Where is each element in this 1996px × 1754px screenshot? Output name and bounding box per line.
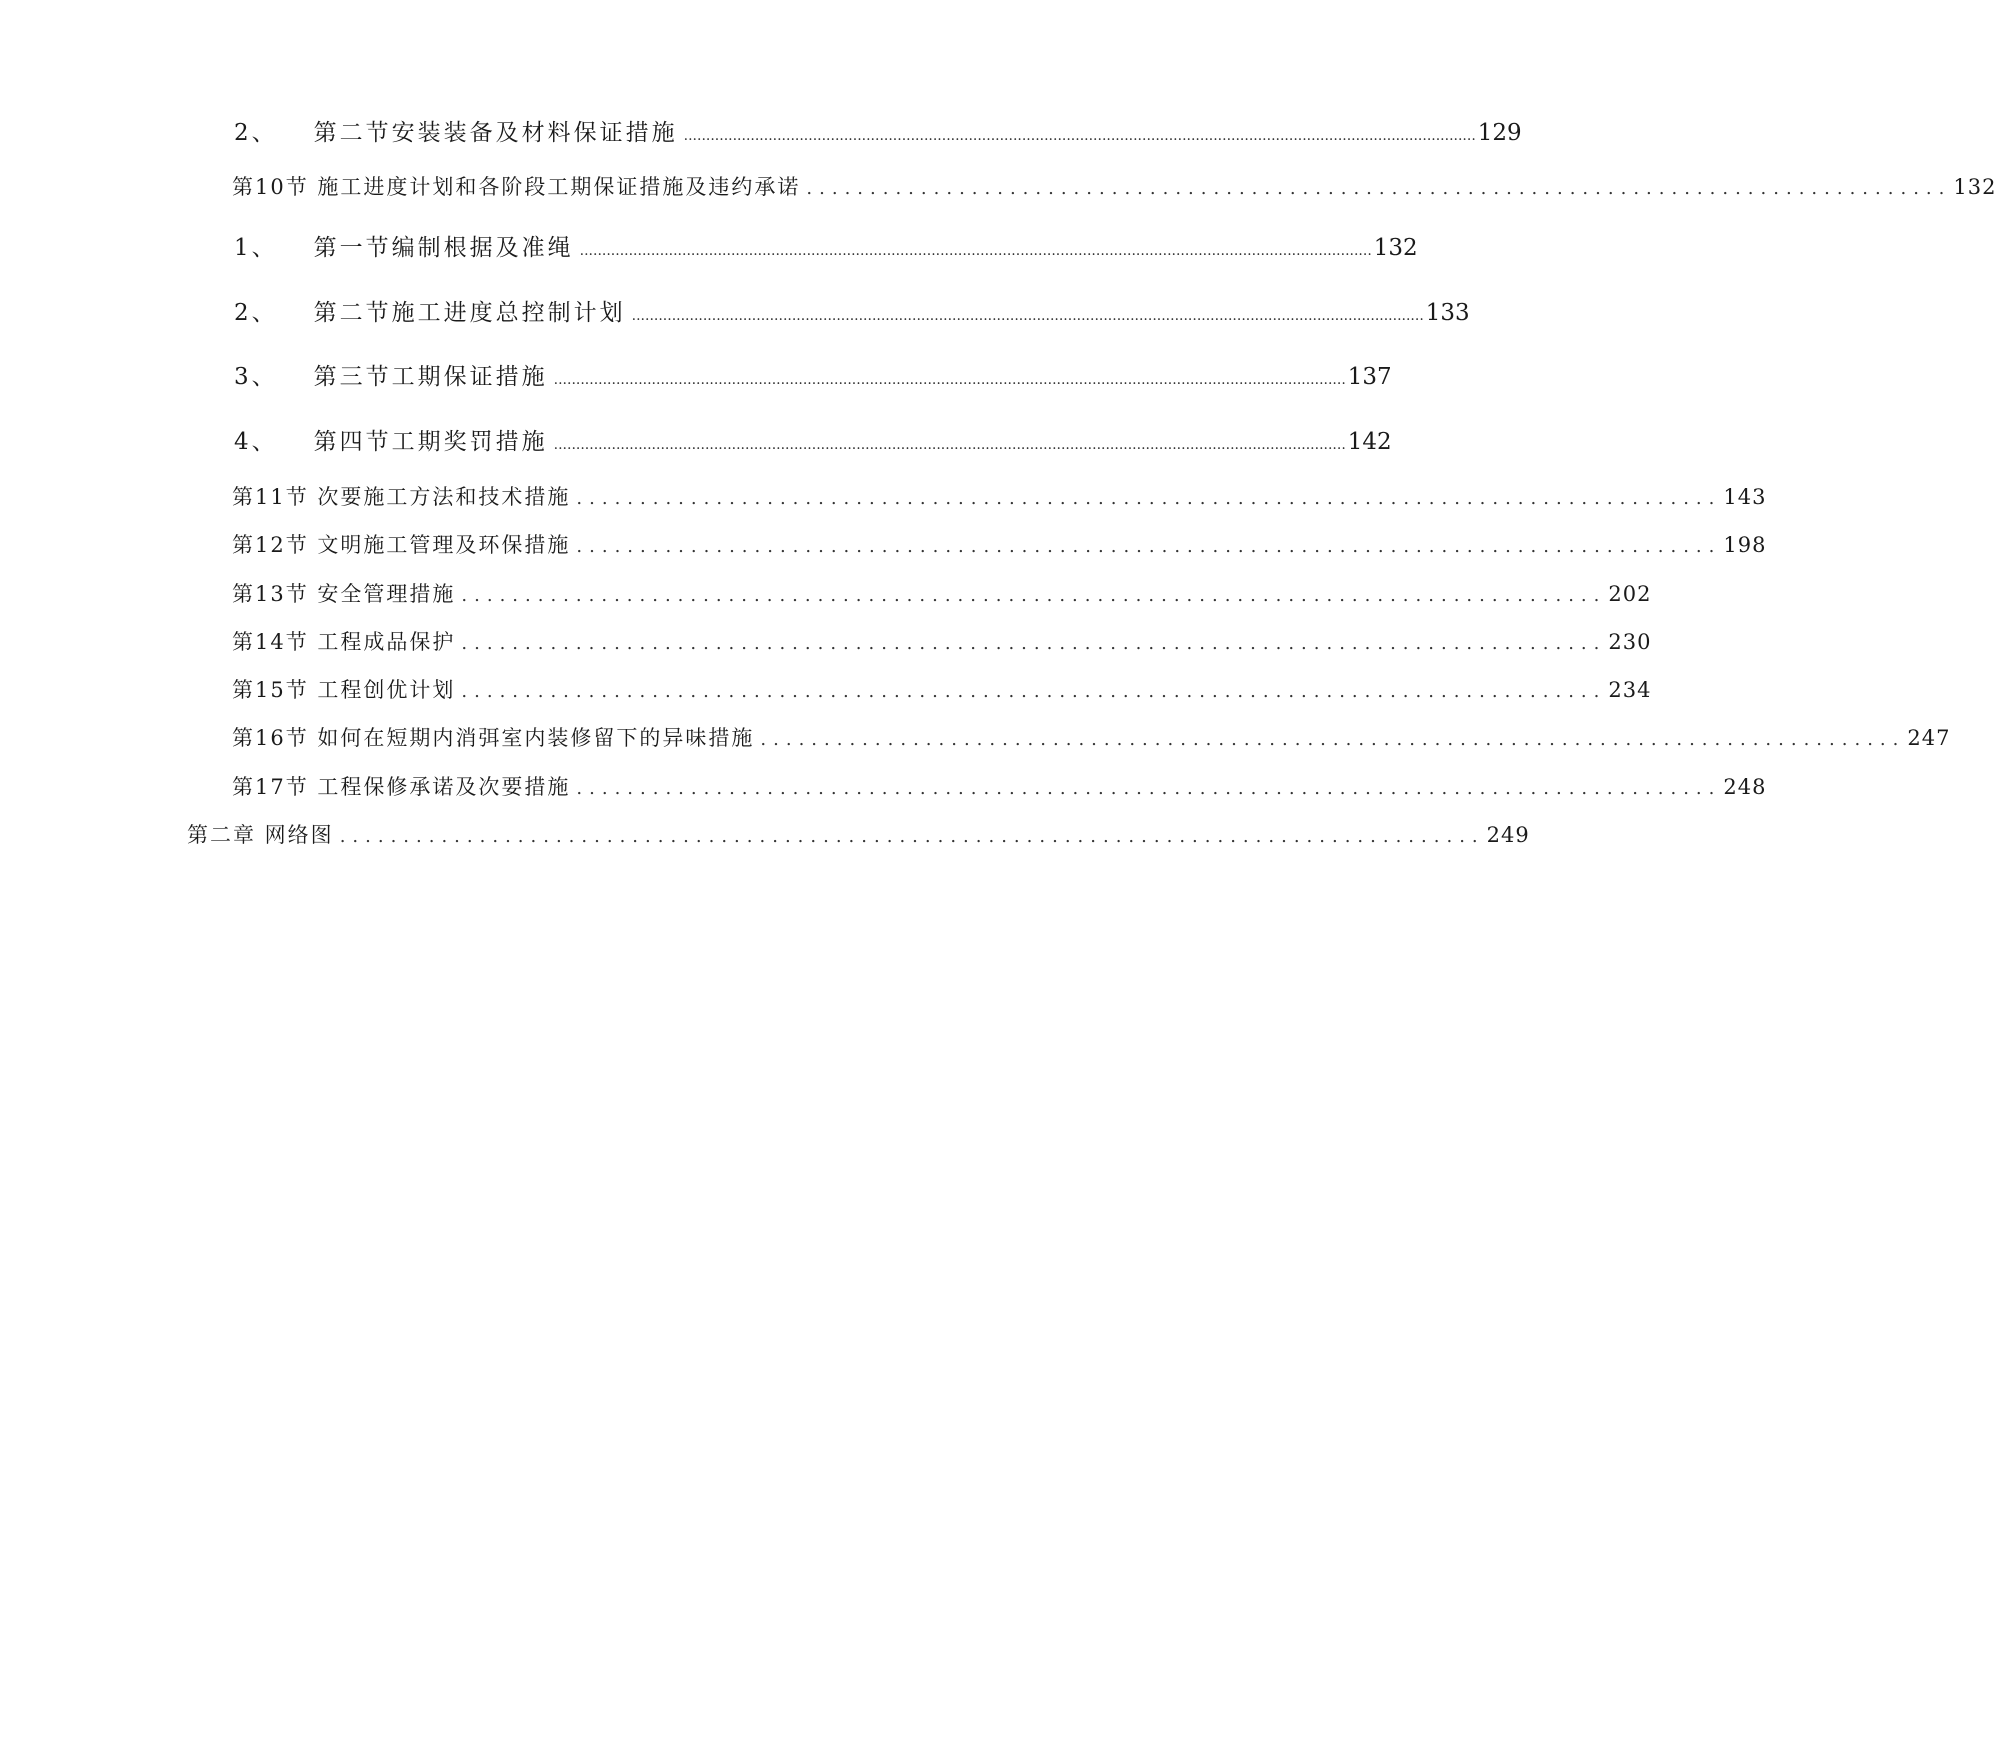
toc-dot-leader: .................................................................................................................................................................................. — [683, 128, 1476, 144]
toc-entry-title: 第二章 网络图 — [187, 823, 334, 847]
toc-dot-leader: .......................................................................................... — [576, 778, 1722, 799]
toc-entry-number: 3、 — [234, 364, 278, 390]
toc-entry-number: 4、 — [234, 429, 278, 455]
toc-entry-number: 1、 — [234, 235, 278, 261]
toc-entry-title: 第15节 工程创优计划 — [232, 678, 456, 702]
toc-entry[interactable] — [232, 481, 1767, 511]
toc-entry[interactable] — [232, 171, 1996, 201]
toc-entry-page: 132 — [1373, 235, 1418, 261]
toc-dot-leader: .................................................................................................................................................................................. — [579, 243, 1372, 259]
toc-entry[interactable] — [232, 722, 1951, 752]
toc-entry-page: 133 — [1425, 300, 1470, 326]
toc-entry-page: 137 — [1347, 364, 1392, 390]
toc-entry-title: 第11节 次要施工方法和技术措施 — [232, 485, 571, 509]
toc-entry[interactable] — [234, 423, 1392, 456]
toc-entry-number: 2、 — [234, 120, 278, 146]
toc-entry-page: 247 — [1907, 726, 1951, 750]
toc-entry-title: 第三节工期保证措施 — [313, 364, 548, 390]
toc-entry[interactable] — [232, 771, 1767, 801]
toc-dot-leader: .......................................................................................... — [461, 633, 1607, 654]
toc-dot-leader: .................................................................................................................................................................................. — [553, 372, 1346, 388]
toc-entry-title: 第12节 文明施工管理及环保措施 — [232, 533, 571, 557]
toc-dot-leader: .................................................................................................................................................................................. — [631, 308, 1424, 324]
toc-dot-leader: .......................................................................................... — [576, 488, 1722, 509]
toc-entry-page: 132 — [1953, 175, 1996, 199]
toc-entry[interactable] — [234, 114, 1522, 147]
toc-entry-page: 248 — [1723, 775, 1767, 799]
toc-entry-page: 202 — [1608, 582, 1652, 606]
toc-entry-title: 第二节安装装备及材料保证措施 — [313, 120, 678, 146]
toc-entry-page: 198 — [1723, 533, 1767, 557]
toc-entry-title: 第16节 如何在短期内消弭室内装修留下的异味措施 — [232, 726, 755, 750]
toc-dot-leader: .......................................................................................... — [339, 826, 1485, 847]
toc-entry[interactable] — [232, 626, 1652, 656]
toc-entry[interactable] — [234, 358, 1392, 391]
toc-entry[interactable] — [234, 229, 1418, 262]
toc-entry-title: 第四节工期奖罚措施 — [313, 429, 548, 455]
toc-entry-page: 249 — [1486, 823, 1530, 847]
toc-entry-title: 第13节 安全管理措施 — [232, 582, 456, 606]
toc-entry[interactable] — [187, 819, 1530, 849]
toc-entry-page: 143 — [1723, 485, 1767, 509]
toc-dot-leader: .......................................................................................... — [806, 178, 1952, 199]
toc-entry-title: 第10节 施工进度计划和各阶段工期保证措施及违约承诺 — [232, 175, 801, 199]
toc-dot-leader: .......................................................................................... — [576, 536, 1722, 557]
toc-entry[interactable] — [232, 674, 1652, 704]
toc-entry-title: 第14节 工程成品保护 — [232, 630, 456, 654]
toc-dot-leader: .......................................................................................... — [461, 585, 1607, 606]
toc-entry-page: 142 — [1347, 429, 1392, 455]
toc-entry-title: 第17节 工程保修承诺及次要措施 — [232, 775, 571, 799]
toc-entry-page: 129 — [1477, 120, 1522, 146]
toc-entry-number: 2、 — [234, 300, 278, 326]
toc-entry[interactable] — [232, 529, 1767, 559]
toc-entry-page: 230 — [1608, 630, 1652, 654]
toc-entry[interactable] — [232, 578, 1652, 608]
toc-entry-title: 第二节施工进度总控制计划 — [313, 300, 626, 326]
toc-dot-leader: .......................................................................................... — [760, 729, 1906, 750]
toc-entry[interactable] — [234, 294, 1470, 327]
toc-entry-title: 第一节编制根据及准绳 — [313, 235, 574, 261]
toc-dot-leader: .......................................................................................... — [461, 681, 1607, 702]
toc-dot-leader: .................................................................................................................................................................................. — [553, 437, 1346, 453]
toc-entry-page: 234 — [1608, 678, 1652, 702]
